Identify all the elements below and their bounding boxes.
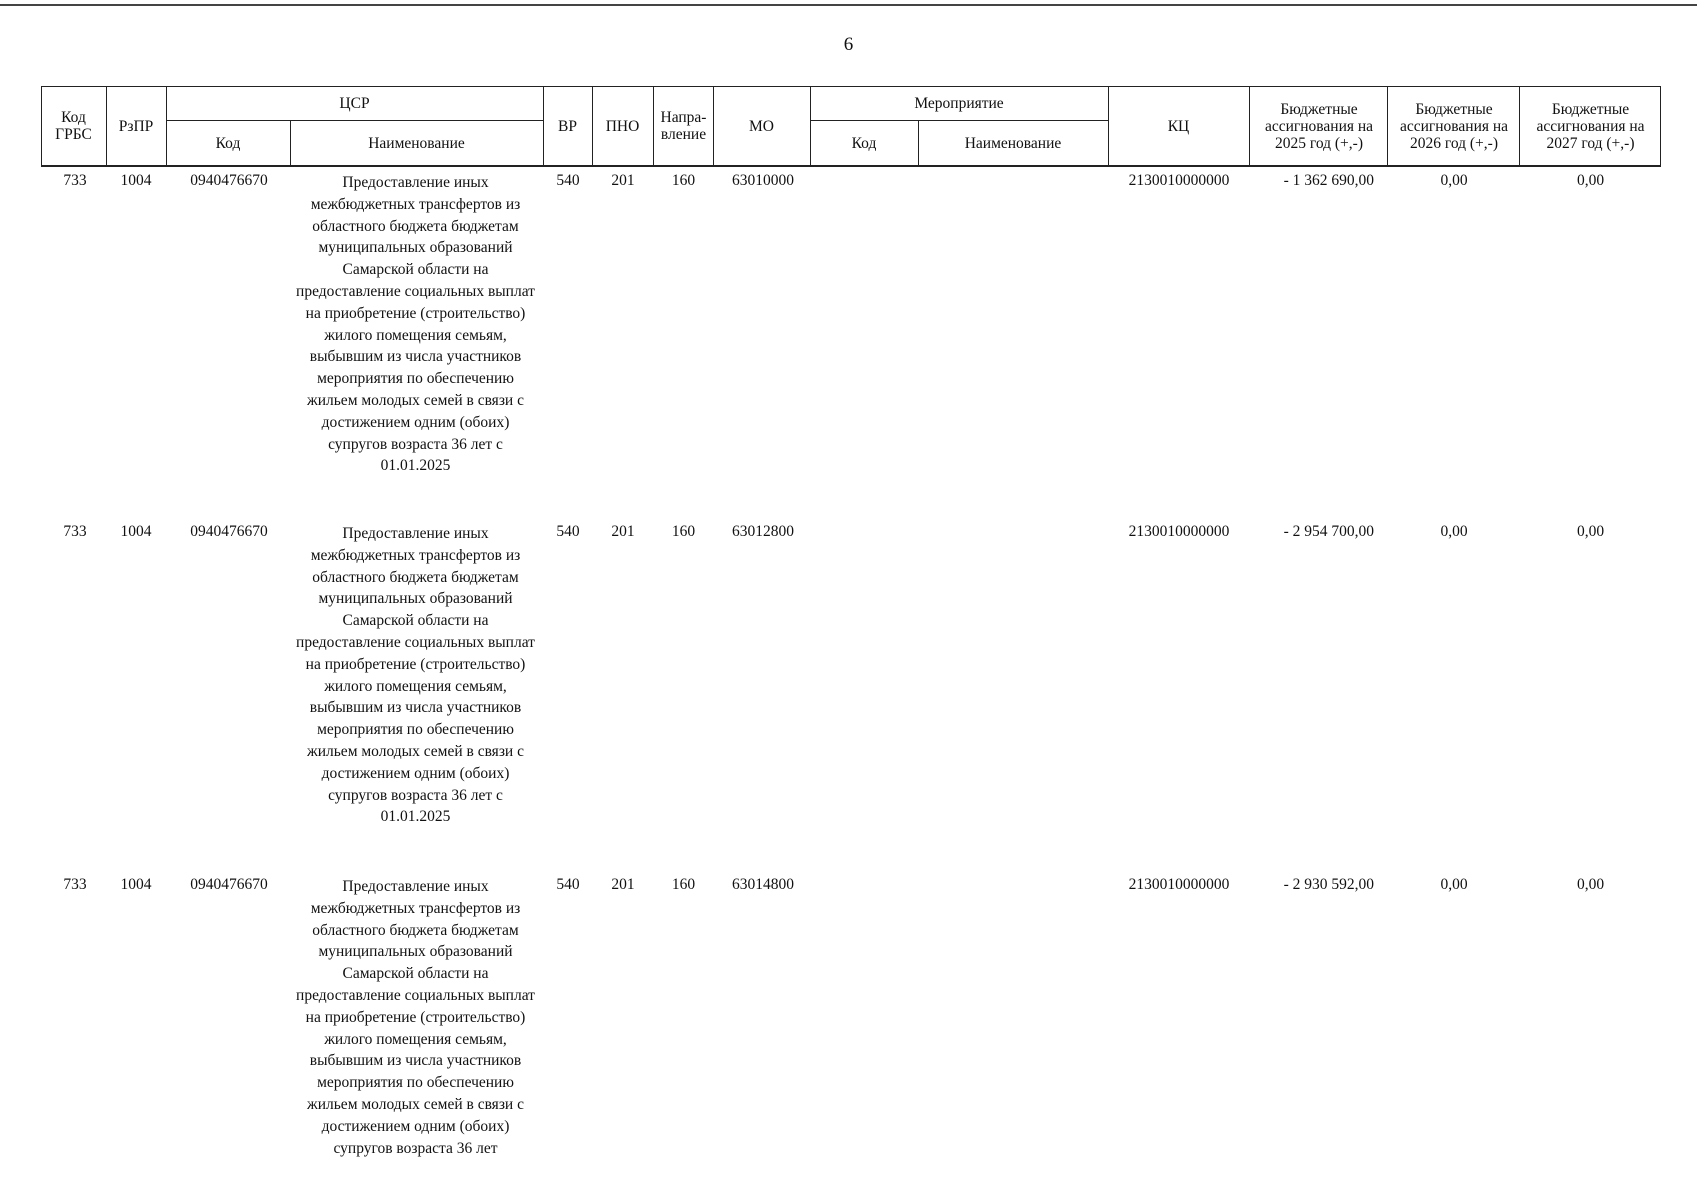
header-event-name: Наименование [964, 134, 1062, 152]
cell-kc: 2130010000000 [1128, 876, 1230, 893]
cell-vr: 540 [556, 876, 580, 893]
cell-grbs: 733 [63, 172, 87, 189]
header-csr-name: Наименование [368, 134, 465, 152]
cell-kc: 2130010000000 [1128, 523, 1230, 540]
header-csr-code: Код [215, 134, 241, 152]
top-rule [0, 4, 1697, 6]
cell-csr-code: 0940476670 [190, 523, 268, 540]
cell-direction: 160 [671, 876, 696, 893]
page-number: 6 [843, 34, 854, 55]
header-divider [1387, 86, 1388, 166]
table-row [41, 172, 1661, 492]
cell-budget-2027: 0,00 [1576, 523, 1605, 540]
cell-csr-name: Предоставление иных межбюджетных трансфертов из областного бюджета бюджетам муниципальных образований Самарской области на предоставление социальных выплат на приобретение (строительство) жилого помещения семьям, выбывшим из числа участников мероприятия по обеспечению жильем молодых семей в связи с достижением одним (обоих) супругов возраста 36 лет [296, 878, 535, 1157]
header-pno: ПНО [605, 117, 640, 135]
cell-budget-2026: 0,00 [1440, 523, 1468, 540]
cell-mo: 63014800 [732, 876, 794, 893]
cell-kc: 2130010000000 [1128, 172, 1230, 189]
header-divider [1249, 86, 1250, 166]
header-budget-2026: Бюджетные ассигнования на 2026 год (+,-) [1399, 100, 1509, 152]
cell-pno: 201 [611, 523, 635, 540]
header-event-code: Код [851, 134, 877, 152]
header-kc: КЦ [1167, 117, 1190, 135]
cell-csr-name: Предоставление иных межбюджетных трансфертов из областного бюджета бюджетам муниципальных образований Самарской области на предоставление социальных выплат на приобретение (строительство) жилого помещения семьям, выбывшим из числа участников мероприятия по обеспечению жильем молодых семей в связи с достижением одним (обоих) супругов возраста 36 лет с 01.01.2025 [296, 525, 535, 826]
cell-csr-name: Предоставление иных межбюджетных трансфертов из областного бюджета бюджетам муниципальных образований Самарской области на предоставление социальных выплат на приобретение (строительство) жилого помещения семьям, выбывшим из числа участников мероприятия по обеспечению жильем молодых семей в связи с достижением одним (обоих) супругов возраста 36 лет с 01.01.2025 [296, 174, 535, 475]
table-header [41, 86, 1661, 166]
header-divider [1519, 86, 1520, 166]
cell-direction: 160 [671, 523, 696, 540]
cell-budget-2025: - 2 954 700,00 [1283, 523, 1374, 540]
header-budget-2025: Бюджетные ассигнования на 2025 год (+,-) [1264, 100, 1374, 152]
cell-budget-2025: - 1 362 690,00 [1283, 172, 1374, 189]
cell-mo: 63012800 [732, 523, 794, 540]
header-csr: ЦСР [339, 94, 370, 112]
header-budget-2027: Бюджетные ассигнования на 2027 год (+,-) [1536, 100, 1645, 152]
header-divider [653, 86, 654, 166]
cell-csr-code: 0940476670 [190, 876, 268, 893]
cell-budget-2027: 0,00 [1576, 172, 1605, 189]
cell-rzpr: 1004 [120, 172, 152, 189]
cell-direction: 160 [671, 172, 696, 189]
table-row [41, 523, 1661, 843]
header-rzpr: РзПР [118, 117, 154, 135]
cell-grbs: 733 [63, 876, 87, 893]
header-direction: Напра-вление [660, 109, 707, 143]
cell-budget-2027: 0,00 [1576, 876, 1605, 893]
cell-rzpr: 1004 [120, 523, 152, 540]
header-grbs: Код ГРБС [55, 109, 92, 143]
cell-budget-2025: - 2 930 592,00 [1283, 876, 1374, 893]
cell-mo: 63010000 [732, 172, 794, 189]
cell-budget-2026: 0,00 [1440, 172, 1468, 189]
cell-csr-code: 0940476670 [190, 172, 268, 189]
header-vr: ВР [558, 117, 577, 135]
cell-budget-2026: 0,00 [1440, 876, 1468, 893]
cell-grbs: 733 [63, 523, 87, 540]
header-event: Мероприятие [914, 94, 1004, 112]
cell-pno: 201 [611, 876, 635, 893]
cell-vr: 540 [556, 523, 580, 540]
cell-rzpr: 1004 [120, 876, 152, 893]
header-mo: МО [749, 117, 774, 135]
header-border-right [1660, 86, 1661, 166]
cell-vr: 540 [556, 172, 580, 189]
table-row [41, 876, 1661, 1186]
cell-pno: 201 [611, 172, 635, 189]
